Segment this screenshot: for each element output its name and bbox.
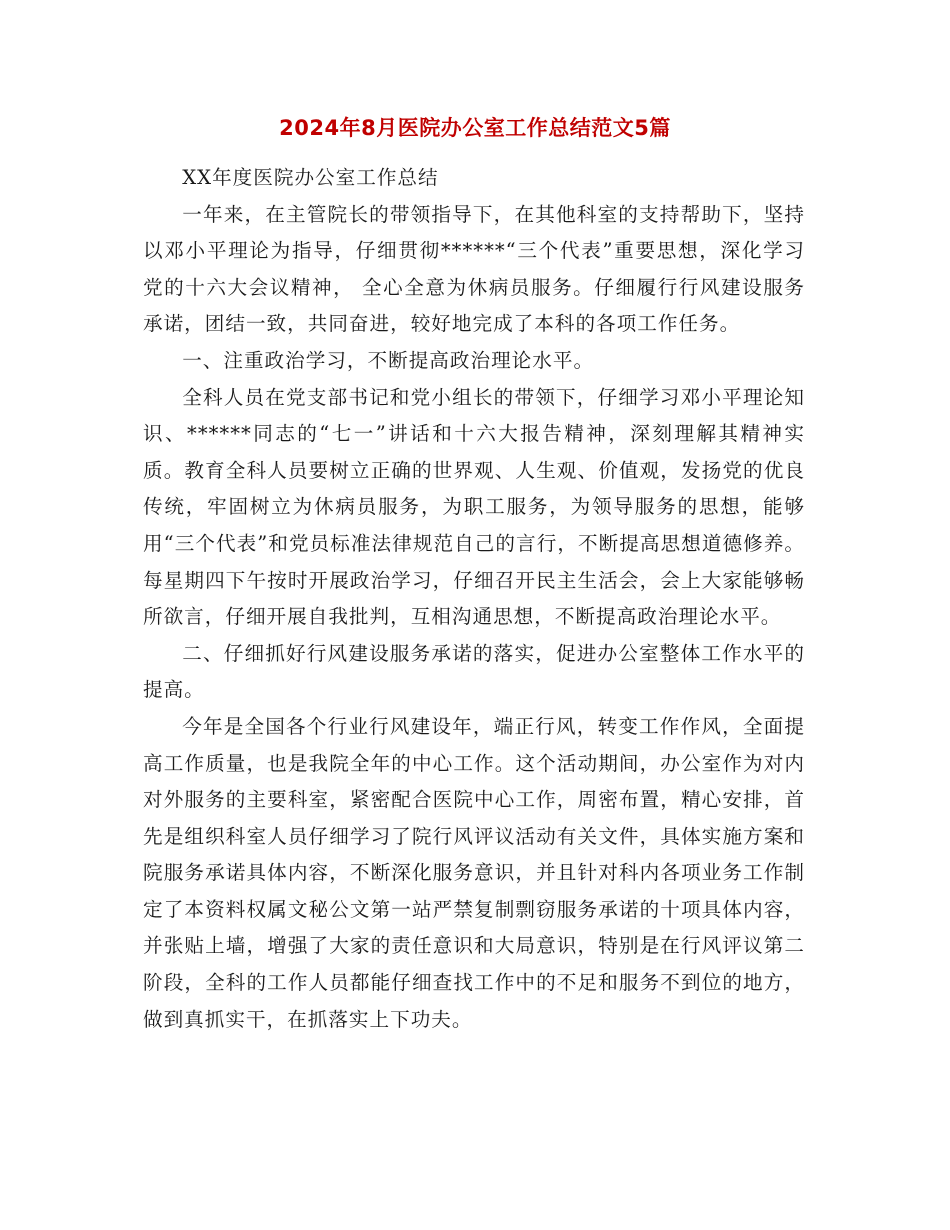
document-title: 2024年8月医院办公室工作总结范文5篇 [279,116,671,140]
section-heading-1: 一、注重政治学习，不断提高政治理论水平。 [182,348,595,372]
paragraph-subtitle: XX年度医院办公室工作总结 [182,166,439,189]
paragraph-intro: 一年来，在主管院长的带领指导下，在其他科室的支持帮助下，坚持以邓小平理论为指导，仔细贯彻******“三个代表”重要思想，深化学习党的十六大会议精神， 全心全意为休病员服务。仔细履行行风建设服务承诺，团结一致，共同奋进，较好地完成了本科的各项工作任务。 [143,202,805,336]
document-body [143,160,805,1038]
paragraph-section-1: 全科人员在党支部书记和党小组长的带领下，仔细学习邓小平理论知识、******同志的“七一”讲话和十六大报告精神，深刻理解其精神实质。教育全科人员要树立正确的世界观、人生观、价值观，发扬党的优良传统，牢固树立为休病员服务，为职工服务，为领导服务的思想，能够用“三个代表”和党员标准法律规范自己的言行，不断提高思想道德修养。每星期四下午按时开展政治学习，仔细召开民主生活会，会上大家能够畅所欲言，仔细开展自我批判，互相沟通思想，不断提高政治理论水平。 [143,385,805,629]
paragraph-section-2: 今年是全国各个行业行风建设年，端正行风，转变工作作风，全面提高工作质量，也是我院全年的中心工作。这个活动期间，办公室作为对内对外服务的主要科室，紧密配合医院中心工作，周密布置，精心安排，首先是组织科室人员仔细学习了院行风评议活动有关文件，具体实施方案和院服务承诺具体内容，不断深化服务意识，并且针对科内各项业务工作制定了本资料权属文秘公文第一站严禁复制剽窃服务承诺的十项具体内容，并张贴上墙，增强了大家的责任意识和大局意识，特别是在行风评议第二阶段，全科的工作人员都能仔细查找工作中的不足和服务不到位的地方，做到真抓实干，在抓落实上下功夫。 [143,714,805,1031]
section-heading-2: 二、仔细抓好行风建设服务承诺的落实，促进办公室整体工作水平的提高。 [143,641,805,702]
